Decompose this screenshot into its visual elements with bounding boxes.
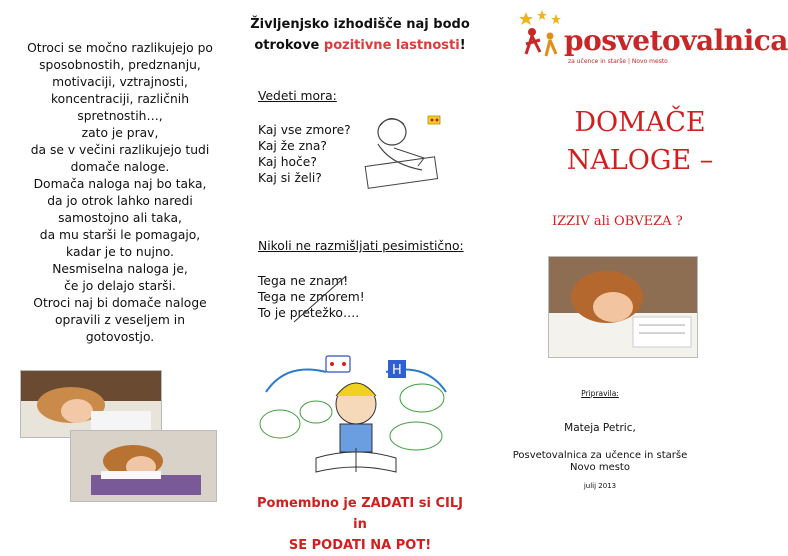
left-paragraph-line: koncentraciji, različnih bbox=[50, 92, 189, 106]
strike-lines bbox=[258, 272, 378, 324]
child-drawing-illustration bbox=[358, 110, 450, 190]
vedeti-item: Kaj vse zmore? bbox=[258, 123, 351, 137]
left-paragraph-line: če jo delajo starši. bbox=[64, 279, 176, 293]
left-paragraph-line: da se v večini razlikujejo tudi bbox=[30, 143, 210, 157]
svg-text:H: H bbox=[392, 363, 402, 378]
positive-traits-highlight: pozitivne lastnosti bbox=[323, 38, 460, 53]
left-paragraph bbox=[8, 40, 232, 346]
publication-date: julij 2013 bbox=[583, 482, 617, 490]
prepared-by-label: Pripravila: bbox=[581, 389, 619, 398]
left-paragraph-line: motivaciji, vztrajnosti, bbox=[52, 75, 188, 89]
left-paragraph-line: Domača naloga naj bo taka, bbox=[33, 177, 207, 191]
nikoli-item: Tega ne znam! bbox=[258, 274, 349, 288]
left-paragraph-line: Nesmiselna naloga je, bbox=[52, 262, 188, 276]
left-paragraph-line: zato je prav, bbox=[81, 126, 159, 140]
vedeti-item: Kaj hoče? bbox=[258, 155, 317, 169]
nikoli-item: Tega ne zmorem! bbox=[258, 290, 365, 304]
left-panel bbox=[0, 0, 240, 540]
left-paragraph-line: sposobnostih, predznanju, bbox=[39, 58, 201, 72]
brand-subtitle: za učence in starše | Novo mesto bbox=[568, 58, 668, 65]
goal-message-line1: Pomembno je ZADATI si CILJ in bbox=[257, 496, 463, 532]
main-subtitle: IZZIV ali OBVEZA ? bbox=[552, 214, 683, 229]
main-title-line2: NALOGE – bbox=[566, 145, 714, 176]
vedeti-heading: Vedeti mora: bbox=[258, 89, 337, 103]
left-paragraph-line: kadar je to nujno. bbox=[66, 245, 174, 259]
organization bbox=[480, 448, 720, 476]
goal-message bbox=[248, 493, 472, 556]
middle-panel bbox=[240, 0, 480, 553]
posvetovalnica-logo bbox=[512, 10, 788, 72]
right-panel bbox=[480, 0, 788, 540]
photo-child-writing bbox=[548, 256, 698, 358]
left-paragraph-line: spretnostih…, bbox=[77, 109, 163, 123]
principle-title-line1: Življenjsko izhodišče naj bodo bbox=[250, 17, 470, 32]
left-paragraph-line: domače naloge. bbox=[70, 160, 170, 174]
nikoli-item: To je pretežko…. bbox=[258, 306, 360, 320]
main-title-line1: DOMAČE bbox=[574, 107, 706, 138]
photo-child-sleeping-on-desk bbox=[20, 370, 162, 438]
photo-child-resting-on-books bbox=[70, 430, 217, 502]
left-paragraph-line: samostojno ali taka, bbox=[58, 211, 182, 225]
principle-title-line2: otrokove pozitivne lastnosti! bbox=[254, 38, 466, 53]
vedeti-list bbox=[258, 122, 351, 186]
left-paragraph-line: gotovostjo. bbox=[85, 330, 155, 344]
left-paragraph-line: Otroci naj bi domače naloge bbox=[33, 296, 207, 310]
left-paragraph-line: da jo otrok lahko naredi bbox=[47, 194, 193, 208]
left-paragraph-line: da mu starši le pomagajo, bbox=[39, 228, 201, 242]
main-title bbox=[560, 104, 720, 180]
vedeti-item: Kaj že zna? bbox=[258, 139, 327, 153]
brand-name: posvetovalnica bbox=[564, 24, 788, 57]
nikoli-heading: Nikoli ne razmišljati pesimistično: bbox=[258, 239, 464, 253]
left-paragraph-line: opravili z veseljem in bbox=[54, 313, 186, 327]
thinking-boy-illustration bbox=[256, 352, 456, 482]
principle-title bbox=[248, 14, 472, 56]
organization-line2: Novo mesto bbox=[570, 462, 630, 473]
author-name: Mateja Petric, bbox=[564, 422, 636, 434]
organization-line1: Posvetovalnica za učence in starše bbox=[512, 450, 688, 461]
vedeti-item: Kaj si želi? bbox=[258, 171, 322, 185]
goal-message-line2: SE PODATI NA POT! bbox=[288, 538, 432, 553]
left-paragraph-line: Otroci se močno razlikujejo po bbox=[27, 41, 213, 55]
